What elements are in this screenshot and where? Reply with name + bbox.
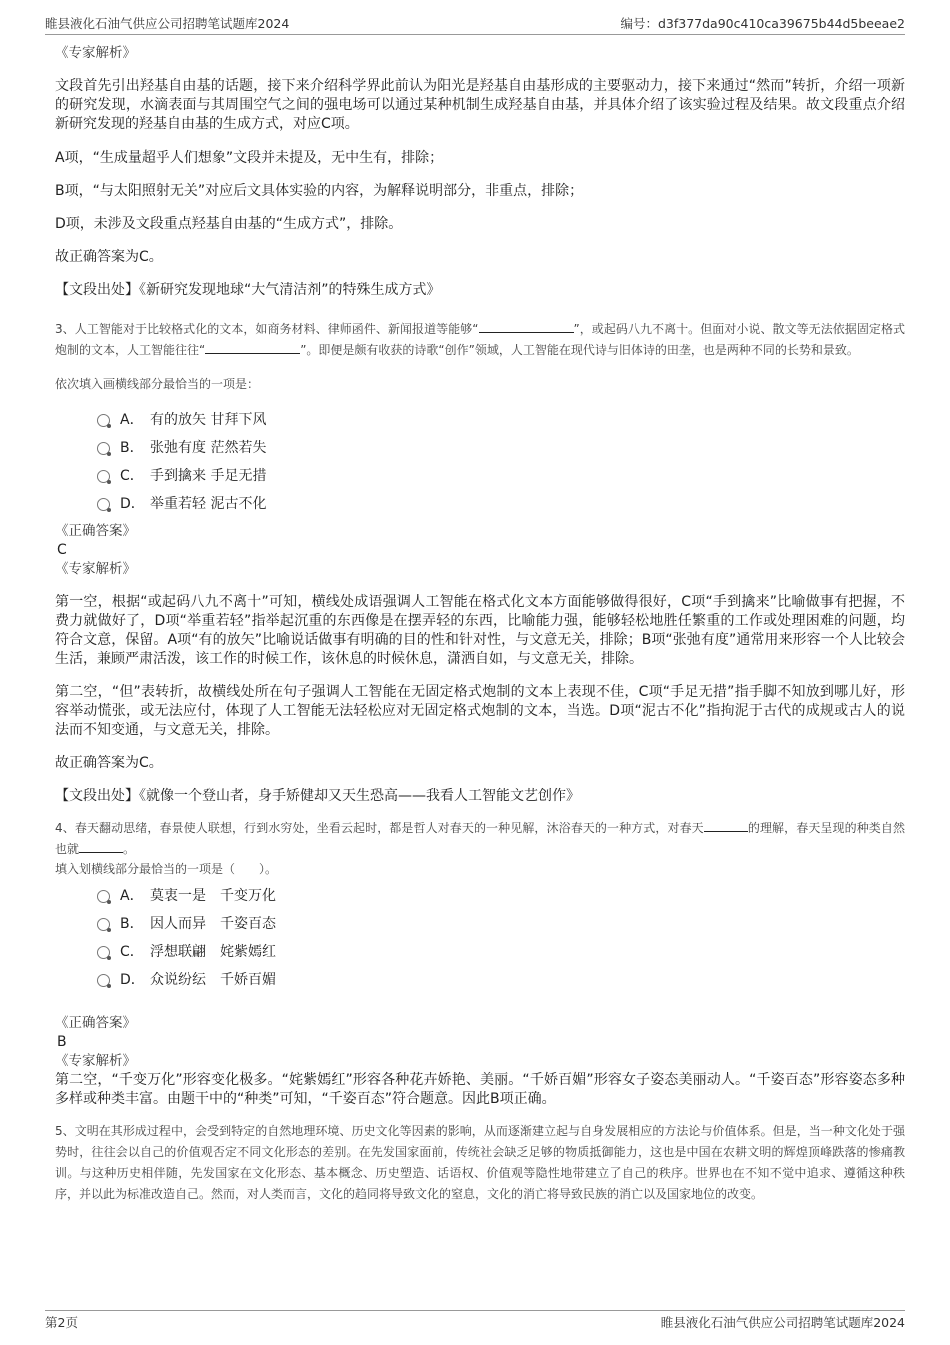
correct-answer-value: B — [57, 1034, 67, 1050]
option-key: C． — [120, 467, 144, 484]
question-3-options — [55, 406, 905, 518]
option-text: 手到擒来 手足无措 — [150, 467, 267, 484]
option-text: 浮想联翩 姹紫嫣红 — [150, 943, 276, 960]
question-3 — [55, 319, 905, 806]
option-text: 因人而异 千姿百态 — [150, 915, 276, 932]
question-3-text-part2: ”，或起码八九不离十。但面对小说、散文等无法依据固定格式炮制的文本，人工智能往往“ — [55, 322, 905, 357]
question-4-text-part3: 。 — [123, 842, 136, 856]
expert-analysis-label: 《专家解析》 — [55, 45, 136, 61]
question-4 — [55, 818, 905, 1109]
question-3-text — [55, 319, 905, 361]
fill-blank-2 — [79, 852, 123, 853]
question-4-options — [55, 882, 905, 994]
radio-icon[interactable] — [97, 918, 110, 931]
document-content — [55, 44, 905, 1205]
correct-answer-value: C — [57, 542, 67, 558]
option-a[interactable] — [97, 882, 905, 910]
question-5-text: 5、文明在其形成过程中，会受到特定的自然地理环境、历史文化等因素的影响，从而逐渐建立起与自身发展相应的方法论与价值体系。但是，当一种文化处于强势时，往往会以自己的价值观否定不同文化形态的差别。在先发国家面前，传统社会缺乏足够的物质抵御能力，这也是中国在农耕文明的辉煌顶峰跌落的惨痛教训。与这种历史相伴随，先发国家在文化形态、基本概念、历史塑造、话语权、价值观等隐性地带建立了自己的秩序。世界也在不知不觉中追求、遵循这种秩序，并以此为标准改造自己。然而，对人类而言，文化的趋同将导致文化的窒息，文化的消亡将导致民族的消亡以及国家地位的改变。 — [55, 1124, 905, 1201]
question-3-text-part3: ”。即便是颇有收获的诗歌“创作”领域，人工智能在现代诗与旧体诗的田垄，也是两种不同的长势和景致。 — [300, 343, 859, 357]
page-footer — [45, 1310, 905, 1333]
expert-analysis-label: 《专家解析》 — [55, 1053, 136, 1069]
option-key: B． — [120, 439, 144, 456]
analysis-conclusion: 故正确答案为C。 — [55, 755, 163, 771]
fill-blank-1 — [704, 831, 748, 832]
option-c[interactable] — [97, 462, 905, 490]
analysis-option-d: D项，未涉及文段重点羟基自由基的“生成方式”，排除。 — [55, 216, 403, 232]
analysis-paragraph: 第二空，“千变万化”形容变化极多。“姹紫嫣红”形容各种花卉娇艳、美丽。“千娇百媚”形容女子姿态美丽动人。“千姿百态”形容姿态多种多样或种类丰富。由题干中的“种类”可知，“千姿百态”符合题意。因此B项正确。 — [55, 1072, 905, 1107]
header-doc-id: 编号：d3f377da90c410ca39675b44d5beeae2 — [620, 16, 905, 31]
question-4-text-part2: 的理解，春天呈现的种类自然也就 — [55, 821, 905, 856]
option-a[interactable] — [97, 406, 905, 434]
question-3-text-part1: 3、人工智能对于比较格式化的文本，如商务材料、律师函件、新闻报道等能够“ — [55, 322, 479, 336]
passage-source: 【文段出处】《新研究发现地球“大气清洁剂”的特殊生成方式》 — [55, 282, 441, 298]
page-number: 第2页 — [45, 1315, 78, 1330]
option-d[interactable] — [97, 966, 905, 994]
q2-analysis-section — [55, 44, 905, 300]
question-4-text — [55, 818, 905, 860]
analysis-paragraph-2: 第二空，“但”表转折，故横线处所在句子强调人工智能在无固定格式炮制的文本上表现不佳，C项“手足无措”指手脚不知放到哪儿好，形容举动慌张，或无法应付，体现了人工智能无法轻松应对无固定格式炮制的文本，当选。D项“泥古不化”指拘泥于古代的成规或古人的说法而不知变通，与文意无关，排除。 — [55, 684, 905, 738]
option-b[interactable] — [97, 434, 905, 462]
header-title: 睢县液化石油气供应公司招聘笔试题库2024 — [45, 16, 290, 31]
radio-icon[interactable] — [97, 414, 110, 427]
option-key: D． — [120, 971, 145, 988]
option-key: B． — [120, 915, 144, 932]
analysis-option-a: A项，“生成量超乎人们想象”文段并未提及，无中生有，排除； — [55, 150, 444, 166]
question-5 — [55, 1121, 905, 1205]
radio-icon[interactable] — [97, 890, 110, 903]
option-b[interactable] — [97, 910, 905, 938]
option-key: C． — [120, 943, 144, 960]
analysis-paragraph-1: 第一空，根据“或起码八九不离十”可知，横线处成语强调人工智能在格式化文本方面能够做得很好，C项“手到擒来”比喻做事有把握，不费力就做好了，D项“举重若轻”指举起沉重的东西像是在摆弄轻的东西，比喻能力强，能够轻松地胜任繁重的工作或处理困难的问题，均符合文意，保留。A项“有的放矢”比喻说话做事有明确的目的性和针对性，与文意无关，排除；B项“张弛有度”通常用来形容一个人比较会生活，兼顾严肃活泼，该工作的时候工作，该休息的时候休息，潇洒自如，与文意无关，排除。 — [55, 594, 905, 667]
passage-source: 【文段出处】《就像一个登山者，身手矫健却又天生恐高——我看人工智能文艺创作》 — [55, 788, 580, 804]
fill-blank-2 — [205, 353, 300, 354]
radio-icon[interactable] — [97, 974, 110, 987]
page-header — [45, 12, 905, 35]
question-3-prompt: 依次填入画横线部分最恰当的一项是： — [55, 377, 260, 391]
analysis-option-b: B项，“与太阳照射无关”对应后文具体实验的内容，为解释说明部分，非重点，排除； — [55, 183, 584, 199]
option-c[interactable] — [97, 938, 905, 966]
radio-icon[interactable] — [97, 470, 110, 483]
option-text: 莫衷一是 千变万化 — [150, 887, 276, 904]
question-4-prompt: 填入划横线部分最恰当的一项是（ ）。 — [55, 862, 278, 876]
footer-title: 睢县液化石油气供应公司招聘笔试题库2024 — [660, 1315, 905, 1330]
option-text: 众说纷纭 千娇百媚 — [150, 971, 276, 988]
question-4-text-part1: 4、春天翻动思绪，春景使人联想，行到水穷处，坐看云起时，都是哲人对春天的一种见解，沐浴春天的一种方式，对春天 — [55, 821, 704, 835]
analysis-conclusion: 故正确答案为C。 — [55, 249, 163, 265]
fill-blank-1 — [479, 332, 574, 333]
analysis-paragraph: 文段首先引出羟基自由基的话题，接下来介绍科学界此前认为阳光是羟基自由基形成的主要驱动力，接下来通过“然而”转折，介绍一项新的研究发现，水滴表面与其周围空气之间的强电场可以通过某种机制生成羟基自由基，并具体介绍了该实验过程及结果。故文段重点介绍新研究发现的羟基自由基的生成方式，对应C项。 — [55, 78, 905, 132]
option-text: 张弛有度 茫然若失 — [150, 439, 267, 456]
option-key: A． — [120, 411, 144, 428]
option-text: 举重若轻 泥古不化 — [150, 495, 267, 512]
option-key: A． — [120, 887, 144, 904]
correct-answer-label: 《正确答案》 — [55, 1015, 136, 1031]
option-key: D． — [120, 495, 145, 512]
expert-analysis-label: 《专家解析》 — [55, 561, 136, 577]
radio-icon[interactable] — [97, 946, 110, 959]
radio-icon[interactable] — [97, 498, 110, 511]
correct-answer-label: 《正确答案》 — [55, 523, 136, 539]
radio-icon[interactable] — [97, 442, 110, 455]
option-text: 有的放矢 甘拜下风 — [150, 411, 267, 428]
option-d[interactable] — [97, 490, 905, 518]
